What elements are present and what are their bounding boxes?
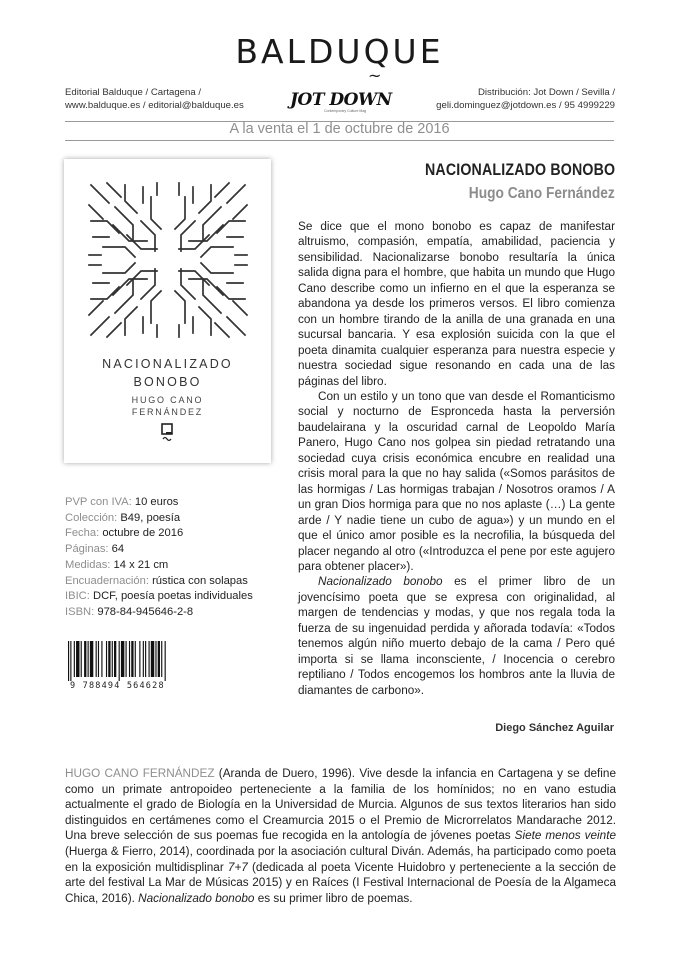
book-specs — [65, 495, 253, 621]
cover-author-line-2: FERNÁNDEZ — [131, 407, 204, 417]
distribution-line-2: geli.dominguez@jotdown.es / 95 4999229 — [436, 100, 615, 111]
spec-value: 64 — [111, 543, 125, 556]
spec-row — [65, 511, 253, 527]
description-paragraph-3-text: es el primer libro de un jovencísimo poeta que se expresa con originalidad, al margen de tendencias y modas, y que nos regala toda la fuerza de su ingenuidad perdida y añorada todavía: «Todos tenemos algún niño muerto debajo de la cama / Pero qué importa si se llama inconsciente, / Inocencia o cerebro reptiliano / Todos encogemos los hombros ante la lluvia de diamantes de carbono». — [298, 575, 615, 697]
description-book-title: Nacionalizado bonobo — [318, 575, 443, 589]
spec-key: PVP con IVA: — [65, 496, 132, 508]
balduque-logo — [0, 32, 679, 85]
spec-row — [65, 589, 253, 605]
jotdown-tagline: Contemporary Culture Mag — [324, 109, 367, 113]
spec-key: Páginas: — [65, 543, 109, 556]
book-title: NACIONALIZADO BONOBO — [424, 161, 615, 179]
publisher-line-2: www.balduque.es / editorial@balduque.es — [65, 100, 244, 111]
bio-text-2: (Huerga & Fierro, 2014), coordinada por la asociación cultural Diván. Además, ha participado como poeta en la exposición multidisplinar — [65, 844, 616, 874]
divider-bottom — [65, 140, 614, 141]
spec-value: DCF, poesía poetas individuales — [92, 590, 253, 603]
bio-text-1: (Aranda de Duero, 1996). Vive desde la infancia en Cartagena y se define como un primate antropoideo perteneciente a la familia de los homínidos; no en vano estudia actualmente el grado de Biología en la Universidad de Murcia. Algunos de sus textos literarios han sido distinguidos en certámenes como el Creamurcia 2015 o el Premio de Microrrelatos Mandarache 2012. Una breve selección de sus poemas fue recogida en la antología de jóvenes poetas — [65, 767, 616, 843]
book-author: Hugo Cano Fernández — [468, 185, 615, 202]
spec-key: Encuadernación: — [65, 574, 149, 587]
cover-title-line-1: NACIONALIZADO — [102, 357, 233, 371]
bio-author-name: HUGO CANO FERNÁNDEZ — [65, 767, 215, 780]
spec-row — [65, 574, 253, 590]
book-description — [298, 219, 615, 698]
bio-book-title: Nacionalizado bonobo — [138, 891, 255, 905]
bio-anthology-title: Siete menos veinte — [514, 829, 616, 843]
spec-key: Fecha: — [65, 527, 100, 540]
spec-key: Medidas: — [65, 558, 111, 571]
bio-exhibition-title: 7+7 — [227, 860, 248, 874]
cover-pattern-icon — [81, 175, 255, 345]
release-date: A la venta el 1 de octubre de 2016 — [229, 121, 450, 137]
bio-text-3: (dedicada al poeta Vicente Huidobro y perteneciente a la sección de arte del festival La Mar de Músicas 2015) y en Raíces (I Festival Internacional de Poesía de la Algameca Chica, 2016). — [65, 860, 616, 905]
spec-key: Colección: — [65, 511, 118, 524]
distribution-contact — [436, 86, 615, 112]
jotdown-logo: JOT DOWN — [290, 90, 392, 110]
spec-value: B49, poesía — [120, 511, 181, 524]
publisher-line-1: Editorial Balduque / Cartagena / — [65, 87, 201, 98]
description-paragraph-1: Se dice que el mono bonobo es capaz de manifestar altruismo, compasión, empatía, amabilidad, paciencia y sensibilidad. Nacionalizarse bonobo resultaría la única salida digna para el hombre, que habita un mundo que Hugo Cano describe como un infierno en el que la esperanza se abandona ya desde los primeros versos. El libro comienza con un hombre tirando de la anilla de una granada en una sucursal bancaria. Y esa explosión suicida con la que el poeta dinamita cualquier esperanza para nuestra especie y nuestra sociedad sigue resonando en cada una de las páginas del libro. — [298, 220, 615, 388]
description-paragraph-3 — [298, 574, 615, 698]
review-signature: Diego Sánchez Aguilar — [495, 722, 614, 734]
spec-row — [65, 495, 253, 511]
cover-title-line-2: BONOBO — [133, 375, 202, 389]
logo-tilde-icon: ~ — [368, 66, 385, 85]
description-paragraph-2: Con un estilo y un tono que van desde el Romanticismo social y nocturno de Espronceda hasta la perversión baudelairana y la oscuridad carnal de Leopoldo María Panero, Hugo Cano nos golpea sin piedad retratando una sociedad cuya crisis económica encubre en realidad una crisis moral para la que no hay salida («Somos parásitos de las hormigas / Las hormigas trabajan / Nosotros oramos / A un gran Dios hormiga para que no nos aplaste (…) La gente arde / Y nadie tiene un cubo de agua») y un mundo en el que el único amor posible es la necrofilia, la búsqueda del placer negando al otro («Introduzca el pene por este agujero para obtener placer»). — [298, 389, 615, 573]
spec-key: IBIC: — [65, 590, 90, 603]
author-bio — [65, 766, 616, 906]
barcode-digits: 9 788494 564628 — [70, 681, 165, 691]
cover-publisher-icon — [160, 423, 174, 443]
publisher-contact — [65, 86, 244, 112]
spec-row — [65, 526, 253, 542]
spec-key: ISBN: — [65, 605, 95, 618]
book-cover — [64, 159, 271, 463]
spec-value: 10 euros — [134, 496, 179, 508]
balduque-logo-text: BALDUQUE — [235, 32, 444, 71]
spec-row — [65, 558, 253, 574]
bio-text-4: es su primer libro de poemas. — [254, 891, 413, 905]
distribution-line-1: Distribución: Jot Down / Sevilla / — [477, 87, 615, 98]
spec-value: 978-84-945646-2-8 — [97, 605, 194, 618]
barcode-icon — [65, 641, 177, 681]
spec-row — [65, 542, 253, 558]
cover-author-line-1: HUGO CANO — [131, 395, 204, 405]
spec-row — [65, 605, 253, 621]
spec-value: rústica con solapas — [152, 574, 248, 587]
spec-value: 14 x 21 cm — [113, 558, 169, 571]
spec-value: octubre de 2016 — [102, 527, 184, 540]
